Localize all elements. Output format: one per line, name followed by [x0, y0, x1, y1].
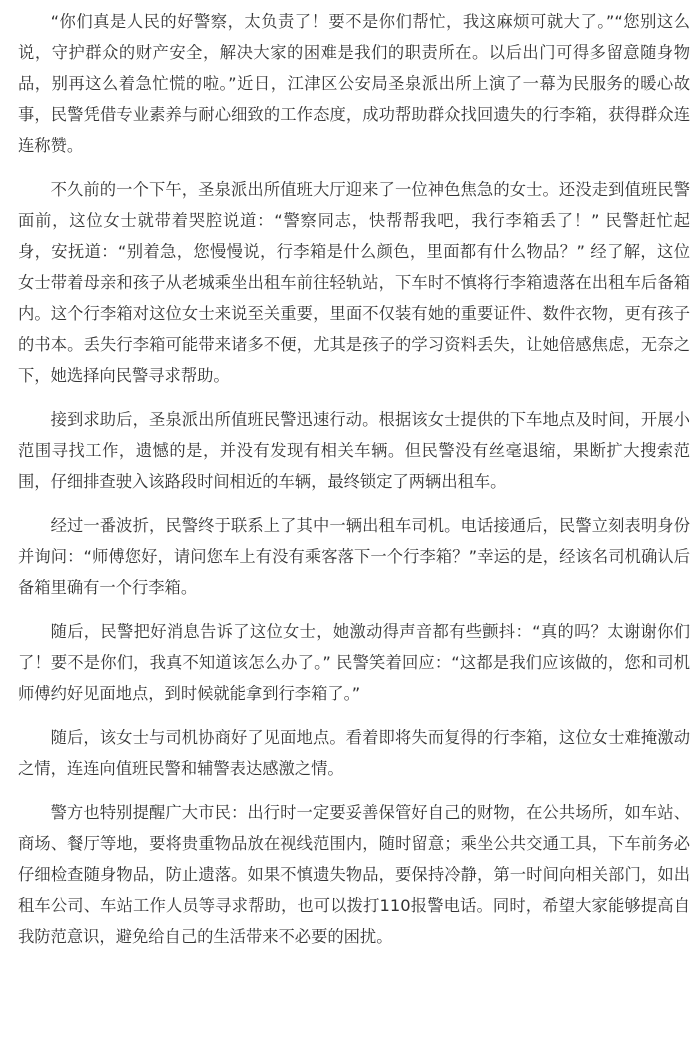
article-body	[18, 6, 690, 965]
paragraph-3: 接到求助后，圣泉派出所值班民警迅速行动。根据该女士提供的下车地点及时间，开展小范围寻找工作，遗憾的是，并没有发现有相关车辆。但民警没有丝毫退缩，果断扩大搜索范围，仔细排查驶入该路段时间相近的车辆，最终锁定了两辆出租车。	[18, 410, 690, 491]
paragraph-2: 不久前的一个下午，圣泉派出所值班大厅迎来了一位神色焦急的女士。还没走到值班民警面前，这位女士就带着哭腔说道：“警察同志，快帮帮我吧，我行李箱丢了！” 民警赶忙起身，安抚道：“别着急，您慢慢说，行李箱是什么颜色，里面都有什么物品？” 经了解，这位女士带着母亲和孩子从老城乘坐出租车前往轻轨站，下车时不慎将行李箱遗落在出租车后备箱内。这个行李箱对这位女士来说至关重要，里面不仅装有她的重要证件、数件衣物，更有孩子的书本。丢失行李箱可能带来诸多不便，尤其是孩子的学习资料丢失，让她倍感焦虑，无奈之下，她选择向民警寻求帮助。	[18, 180, 690, 385]
paragraph-6: 随后，该女士与司机协商好了见面地点。看着即将失而复得的行李箱，这位女士难掩激动之情，连连向值班民警和辅警表达感激之情。	[18, 728, 690, 778]
paragraph-5: 随后，民警把好消息告诉了这位女士，她激动得声音都有些颤抖：“真的吗？太谢谢你们了！要不是你们，我真不知道该怎么办了。” 民警笑着回应：“这都是我们应该做的，您和司机师傅约好见面地点，到时候就能拿到行李箱了。”	[18, 622, 690, 703]
paragraph-1: “你们真是人民的好警察，太负责了！要不是你们帮忙，我这麻烦可就大了。”“您别这么说，守护群众的财产安全，解决大家的困难是我们的职责所在。以后出门可得多留意随身物品，别再这么着急忙慌的啦。”近日，江津区公安局圣泉派出所上演了一幕为民服务的暖心故事，民警凭借专业素养与耐心细致的工作态度，成功帮助群众找回遗失的行李箱，获得群众连连称赞。	[18, 12, 690, 155]
paragraph-4: 经过一番波折，民警终于联系上了其中一辆出租车司机。电话接通后，民警立刻表明身份并询问：“师傅您好，请问您车上有没有乘客落下一个行李箱？”幸运的是，经该名司机确认后备箱里确有一个行李箱。	[18, 516, 690, 597]
paragraph-7: 警方也特别提醒广大市民：出行时一定要妥善保管好自己的财物，在公共场所，如车站、商场、餐厅等地，要将贵重物品放在视线范围内，随时留意；乘坐公共交通工具，下车前务必仔细检查随身物品，防止遗落。如果不慎遗失物品，要保持冷静，第一时间向相关部门，如出租车公司、车站工作人员等寻求帮助，也可以拨打110报警电话。同时，希望大家能够提高自我防范意识，避免给自己的生活带来不必要的困扰。	[18, 803, 690, 946]
